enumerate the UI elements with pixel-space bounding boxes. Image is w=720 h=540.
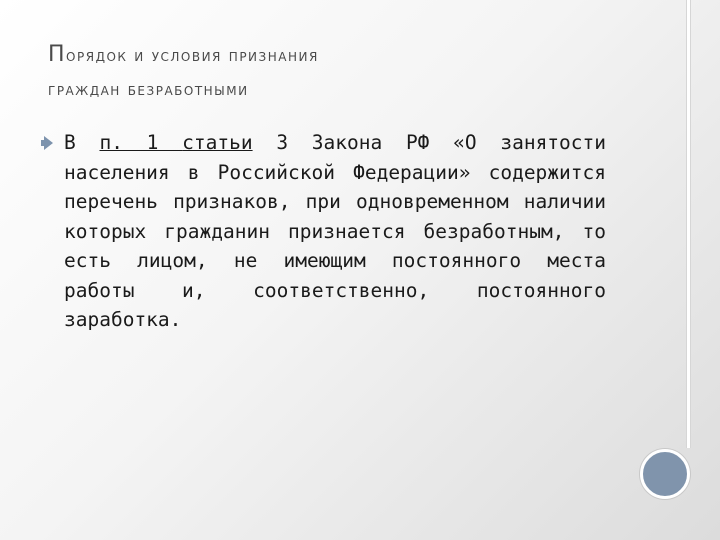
bullet-prefix: В	[64, 131, 100, 154]
decorative-circle-icon	[640, 449, 690, 499]
bullet-body-text: 3 Закона РФ «О занятости населения в Российской Федерации» содержится перечень признаков, при одновременном наличии которых гражданин признается безработным, то есть лицом, не имеющим постоянного места работы и, соответственно, постоянного заработка.	[64, 131, 607, 331]
decorative-vertical-rule	[686, 0, 691, 448]
title-line-2: граждан безработными	[48, 80, 249, 100]
law-paragraph-link[interactable]: п. 1	[99, 131, 183, 154]
bullet-text	[64, 128, 606, 335]
slide-title	[48, 38, 648, 107]
title-line-1-rest: орядок и условия признания	[66, 46, 319, 66]
law-article-link[interactable]: статьи	[182, 131, 253, 154]
title-line-1	[48, 38, 648, 73]
bullet-item	[44, 128, 606, 335]
title-initial-cap: П	[48, 42, 67, 67]
bullet-arrow-icon	[44, 136, 53, 150]
